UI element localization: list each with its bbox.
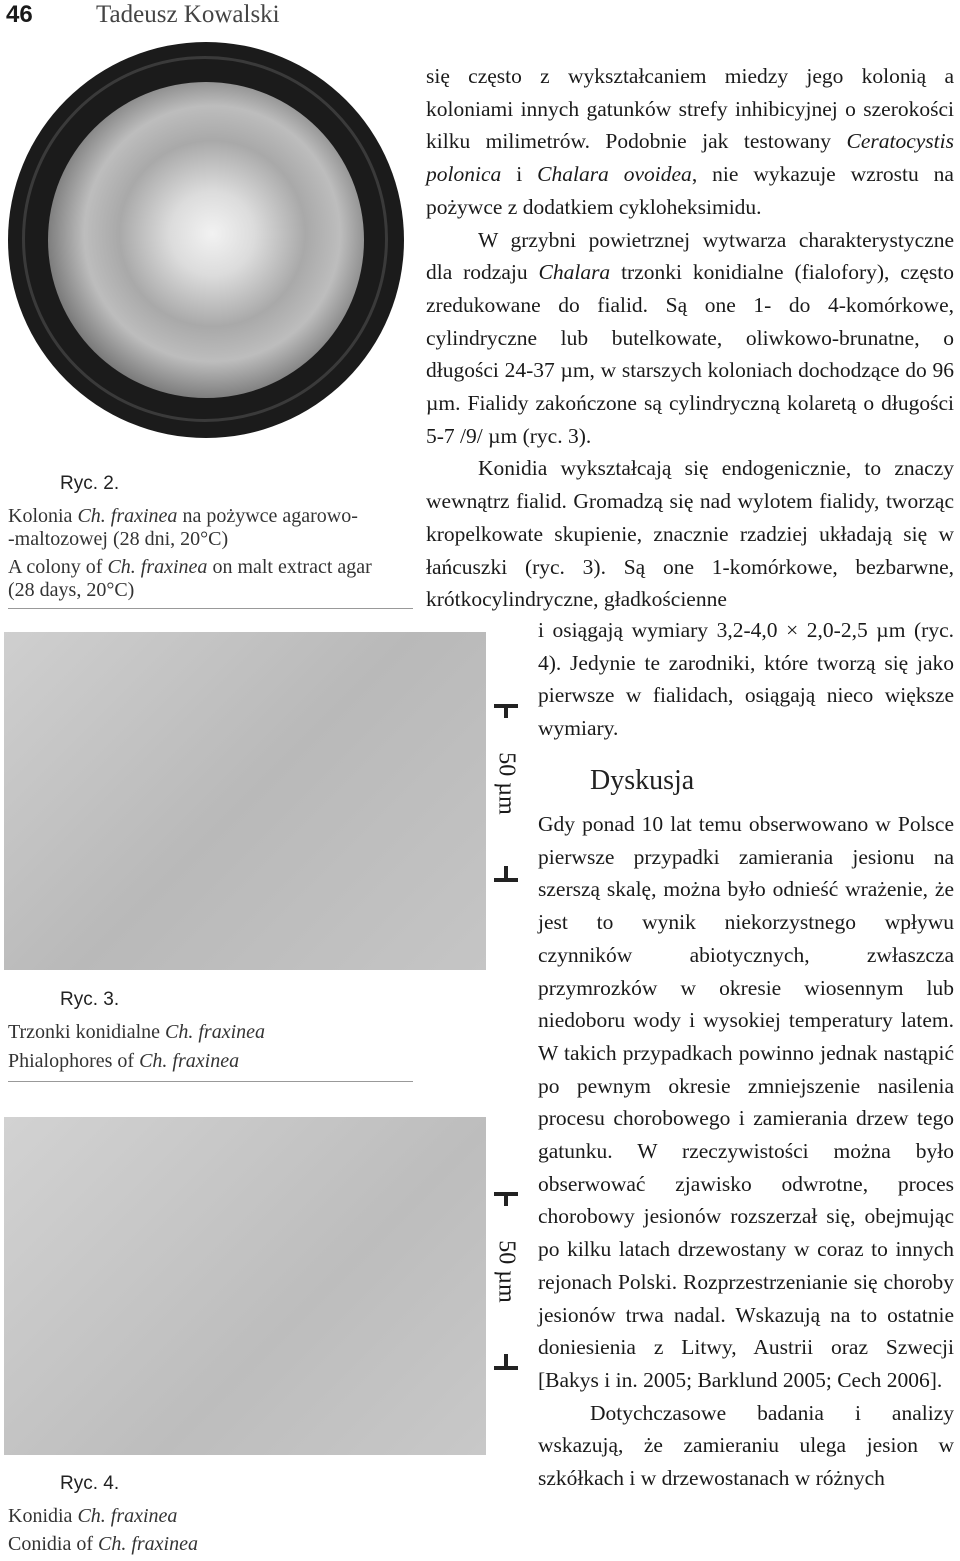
paragraph-3: Konidia wykształcają się endogenicznie, to znaczy wewnątrz fialid. Gromadzą się nad wylotem fialidy, tworząc kropelkowate skupienie, znacznie rzadziej układają się w łańcuszki (ryc. 3). Są one 1-komórkowe, bezbarwne, krótkocylindryczne, gładkościenne [426, 456, 954, 612]
figure-3-scale-bar [486, 690, 526, 908]
figure-3-scale-label: 50 µm [493, 752, 520, 815]
figure-2-caption-en: A colony of Ch. fraxinea on malt extract agar (28 days, 20°C) [8, 556, 372, 601]
figure-4-label: Ryc. 4. [60, 1473, 120, 1494]
figure-3-phialophores-photo [4, 632, 486, 970]
body-text-wrap [538, 614, 954, 745]
body-text-discussion [538, 808, 954, 1495]
figure-2-petri-dish-photo [8, 42, 404, 452]
figure-4-caption-pl: Konidia Ch. fraxinea [8, 1505, 178, 1527]
figure-4-conidia-photo [4, 1117, 486, 1455]
caption-divider [8, 608, 413, 609]
figure-3-label: Ryc. 3. [60, 989, 120, 1010]
caption-divider [8, 1081, 413, 1082]
figure-3-caption-en: Phialophores of Ch. fraxinea [8, 1050, 240, 1072]
figure-2-label: Ryc. 2. [60, 473, 120, 494]
fungal-colony [48, 82, 364, 398]
body-text-upper [426, 60, 954, 616]
paragraph-4: Gdy ponad 10 lat temu obserwowano w Polsce pierwsze przypadki zamierania jesionu na szerszą skalę, można było odnieść wrażenie, że jest to wynik niekorzystnego wpływu czynników abiotycznych, zwłaszcza przymrozków w okresie wiosennym lub niedoboru wody i wysokiej temperatury latem. W takich przypadkach powinno jednak nastąpić po pewnym okresie zmniejszenie nasilenia procesu chorobowego i zamierania drzew tego gatunku. W rzeczywistości można było obserwować zjawisko odwrotne, proces chorobowy jesionów rozszerzał się, obejmując po kilku latach drzewostany w coraz to innych rejonach Polski. Rozprzestrzenianie się choroby jesionów trwa nadal. Wskazują na to ostatnie doniesienia z Litwy, Austrii oraz Szwecji [Bakys i in. 2005; Barklund 2005; Cech 2006]. [538, 812, 954, 1392]
figure-2-caption-pl: Kolonia Ch. fraxinea na pożywce agarowo- -maltozowej (28 dni, 20°C) [8, 505, 358, 550]
figure-4-scale-bar [486, 1178, 526, 1396]
paragraph-1: się często z wykształcaniem miedzy jego kolonią a koloniami innych gatunków strefy inhibicyjnej o szerokości kilku milimetrów. Podobnie jak testowany Ceratocystis polonica i Chalara ovoidea, nie wykazuje wzrostu na pożywce z dodatkiem cykloheksimidu. [426, 64, 954, 219]
running-header-author: Tadeusz Kowalski [96, 1, 280, 28]
page-number: 46 [6, 1, 33, 28]
figure-4-caption-en: Conidia of Ch. fraxinea [8, 1533, 198, 1555]
section-heading-discussion: Dyskusja [590, 765, 695, 796]
paragraph-5: Dotychczasowe badania i analizy wskazują, że zamieraniu ulega jesion w szkółkach i w drzewostanach w różnych [538, 1400, 954, 1491]
figure-3-caption-pl: Trzonki konidialne Ch. fraxinea [8, 1021, 266, 1043]
paragraph-3-continued: i osiągają wymiary 3,2-4,0 × 2,0-2,5 µm (ryc. 4). Jedynie te zarodniki, które tworzą się jako pierwsze w fialidach, osiągają nieco większe wymiary. [538, 618, 954, 741]
paragraph-2: W grzybni powietrznej wytwarza charakterystyczne dla rodzaju Chalara trzonki konidialne (fialofory), często zredukowane do fialid. Są one 1- do 4-komórkowe, cylindryczne lub butelkowate, oliwkowo-brunatne, o długości 24-37 µm, w starszych koloniach dochodzące do 96 µm. Fialidy zakończone są cylindryczną kolaretą o długości 5-7 /9/ µm (ryc. 3). [426, 227, 954, 448]
figure-4-scale-label: 50 µm [493, 1240, 520, 1303]
